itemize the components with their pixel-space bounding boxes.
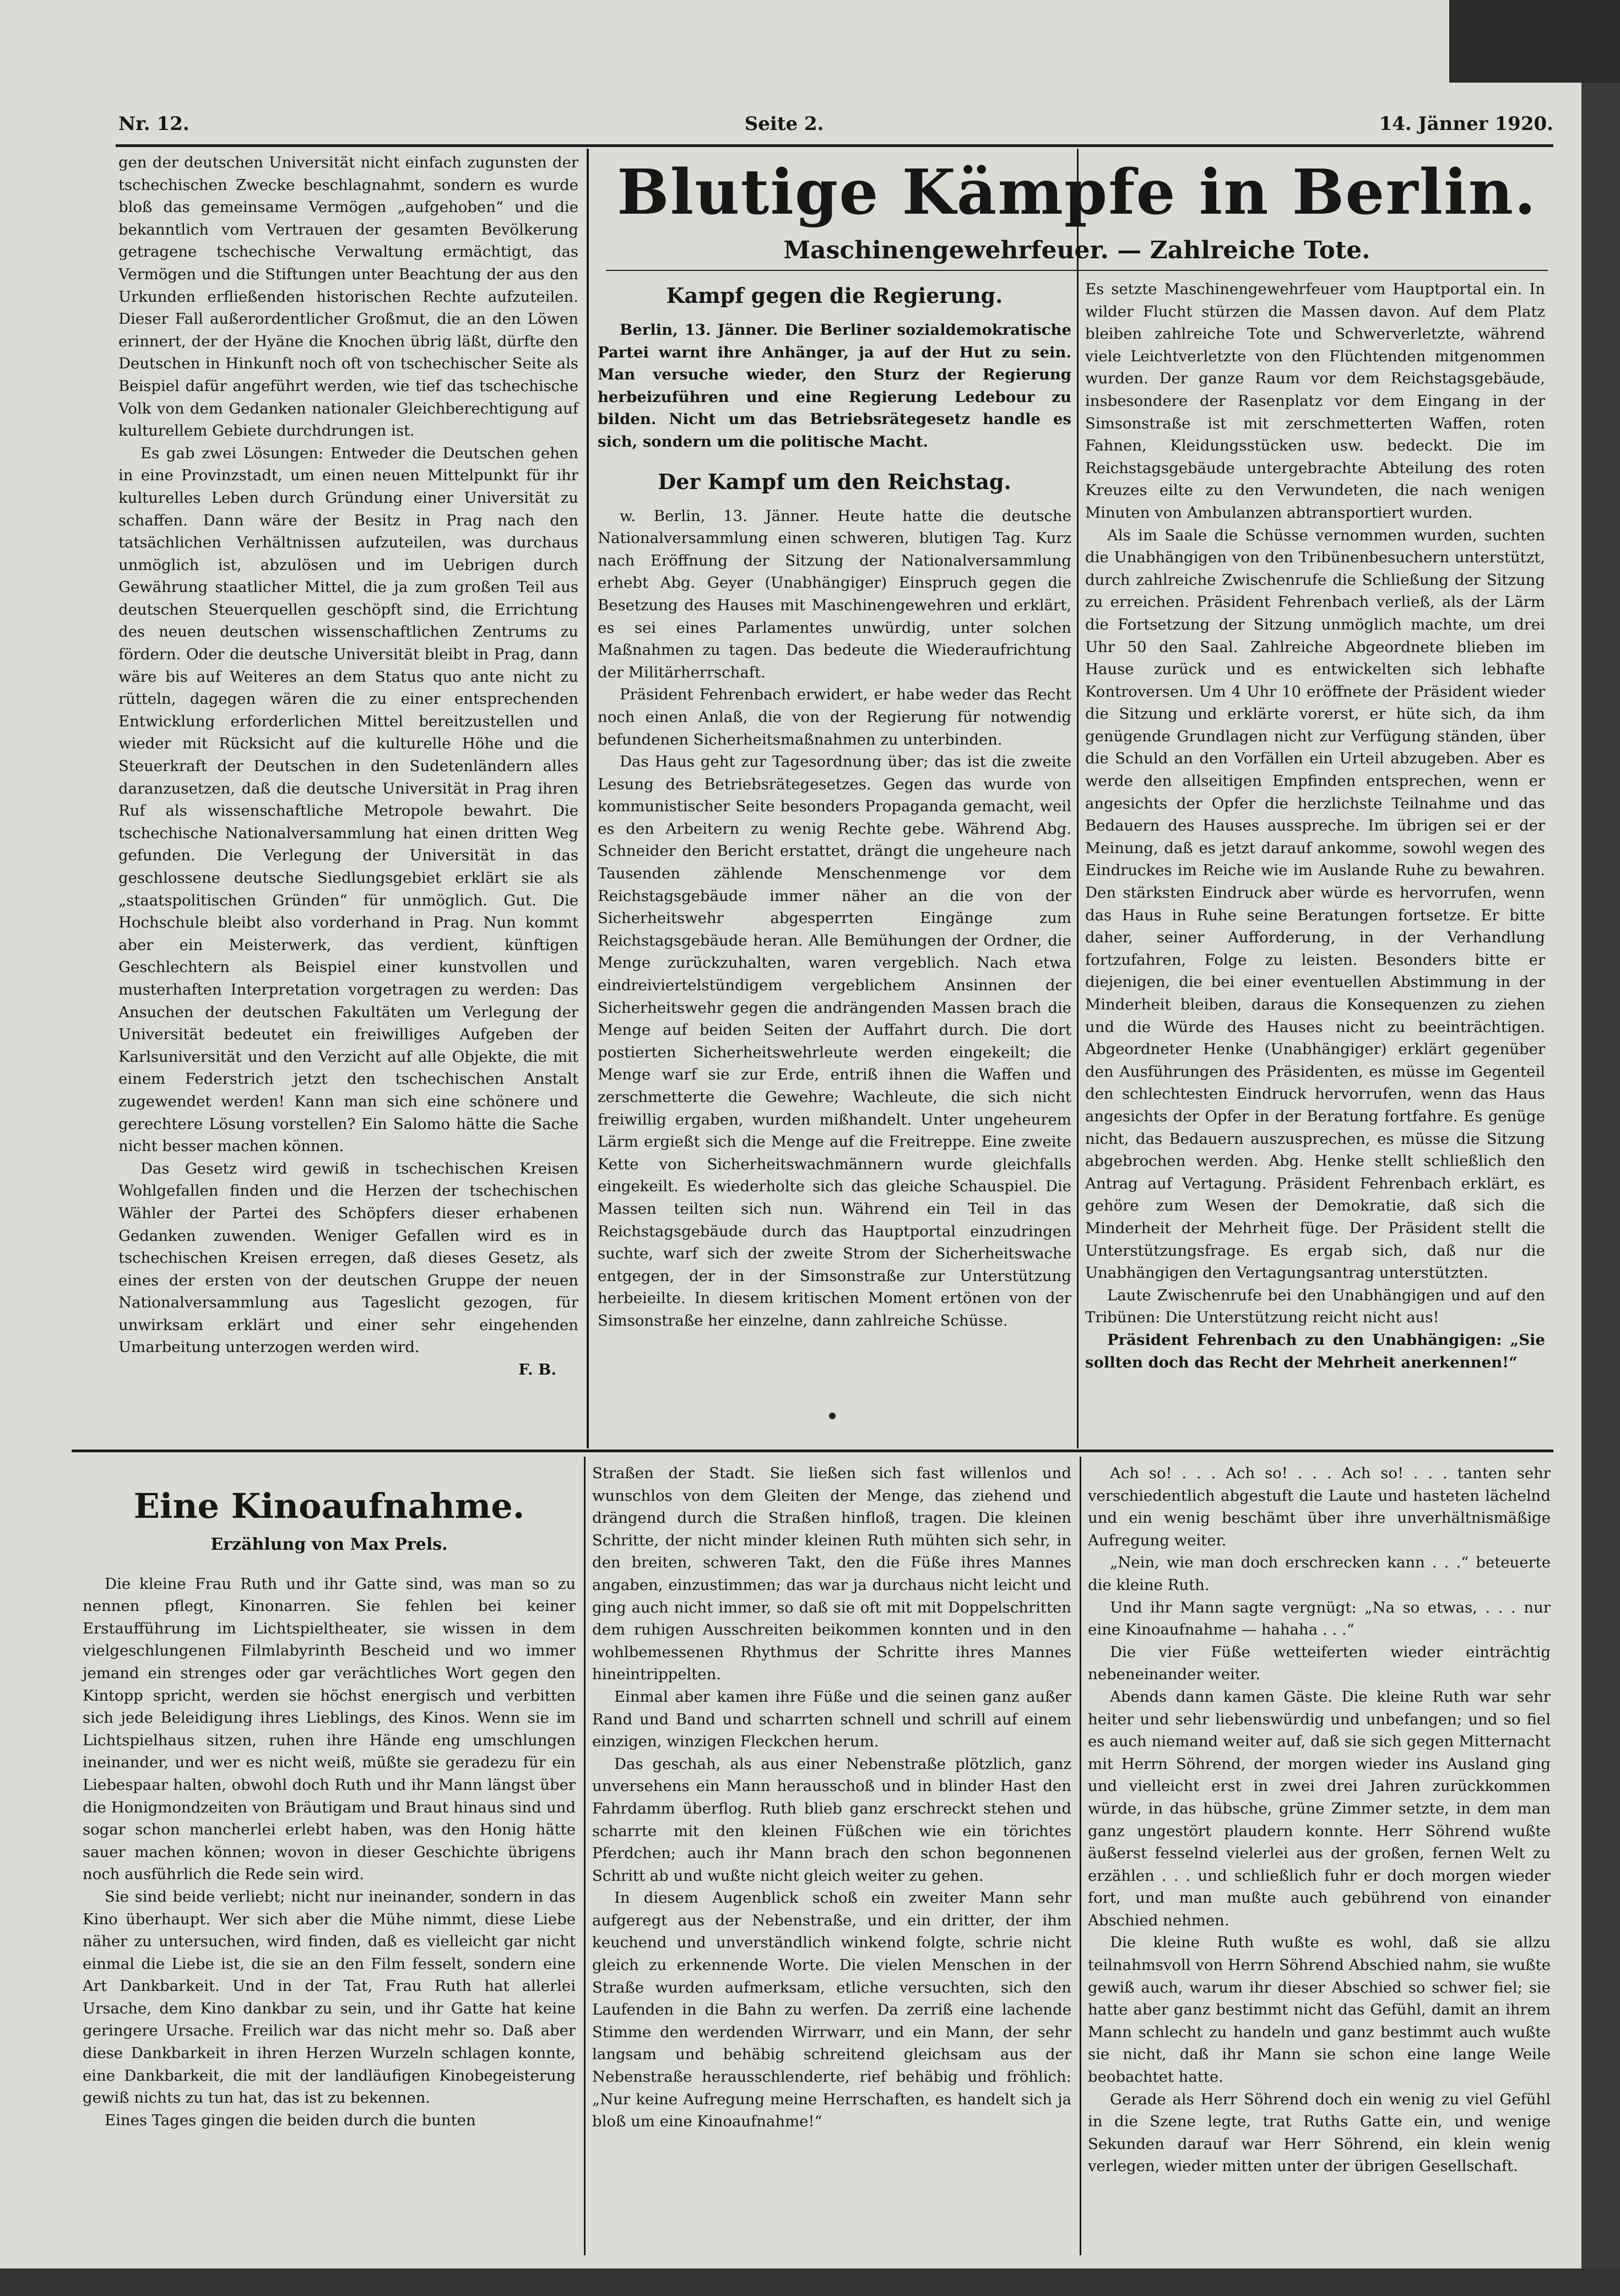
story-paragraph: Die vier Füße wetteiferten wieder einträchtig nebeneinander weiter. — [1088, 1643, 1551, 1684]
scan-edge-shadow-bottom — [0, 2268, 1620, 2296]
feuilleton-column-2 — [592, 1462, 1071, 2133]
main-headline: Blutige Kämpfe in Berlin. — [616, 156, 1537, 229]
leader-paragraph: Es gab zwei Lösungen: Entweder die Deutschen gehen in eine Provinzstadt, um einen neuen Mittelpunkt für ihr kulturelles Leben durch Gründung einer Universität zu schaffen. Dann wäre der Besitz in Prag nach den tatsächlichen Verhältnissen aufzuteilen, was durchaus unmöglich ist, abzulösen und im Uebrigen durch Gewährung staatlicher Mittel, die ja zum großen Teil aus deutschen Steuerquellen geschöpft sind, die Errichtung des neuen deutschen wissenschaftlichen Zentrums zu fördern. Oder die deutsche Universität bleibt in Prag, dann wäre bis auf Weiteres an dem Status quo ante nicht zu rütteln, dagegen wären die zu einer entsprechenden Entwicklung erforderlichen Mittel bereitzustellen und wieder mit Rücksicht auf die kulturelle Höhe und die Steuerkraft der Deutschen in den Sudetenländern alles daranzusetzen, daß die deutsche Universität in Prag ihren Ruf als wissenschaftliche Metropole bewahrt. Die tschechische Nationalversammlung hat einen dritten Weg gefunden. Die Verlegung der Universität in das geschlossene deutsche Siedlungsgebiet erklärt sie als „staatspolitischen Gründen“ für unmöglich. Gut. Die Hochschule bleibt also vorderhand in Prag. Nun kommt aber ein Meisterwerk, das verdient, künftigen Geschlechtern als Beispiel einer kunstvollen und musterhaften Interpretation vorgetragen zu werden: Das Ansuchen der deutschen Fakultäten um Verlegung der Universität bedeutet ein freiwilliges Aufgeben der Karlsuniversität und den Verzicht auf alle Objekte, die mit einem Federstrich jetzt den tschechischen Anstalt zugewendet werden! Kann man sich eine schönere und gerechtere Lösung vorstellen? Ein Salomo hätte die Sache nicht besser machen können. — [118, 444, 578, 1155]
story-paragraph: Gerade als Herr Söhrend doch ein wenig zu viel Gefühl in die Szene legte, trat Ruths Gatte ein, und wenige Sekunden darauf war Herr Söhrend, ein klein wenig verlegen, wieder mitten unter der übrigen Gesellschaft. — [1088, 2090, 1551, 2175]
section-title: Der Kampf um den Reichstag. — [658, 469, 1011, 494]
section-title: Kampf gegen die Regierung. — [666, 283, 1003, 308]
column-divider — [1080, 1457, 1081, 2255]
end-mark — [829, 1413, 836, 1419]
story-paragraph: Eines Tages gingen die beiden durch die bunten — [105, 2111, 476, 2129]
story-paragraph: Straßen der Stadt. Sie ließen sich fast willenlos und wunschlos von dem Gleiten der Menge, das ziehend und drängend durch die Straßen hinfloß, tragen. Die kleinen Schritte, der nicht minder kleinen Ruth mühten sich sehr, in den breiten, schweren Takt, den die Füße ihres Mannes angaben, einzustimmen; das war ja durchaus nicht leicht und ging auch nicht immer, so daß sie oft mit mit Doppelschritten dem ruhigen Ausschreiten beikommen konnten und in den wohlbemessenen Rhythmus der Schritte ihres Mannes hineintrippelten. — [592, 1464, 1071, 1684]
section-paragraph: Präsident Fehrenbach zu den Unabhängigen: „Sie sollten doch das Recht der Mehrheit anerkennen!“ — [1085, 1331, 1545, 1371]
column-divider — [1077, 149, 1079, 1448]
headline-rule — [606, 270, 1548, 271]
story-paragraph: Ach so! . . . Ach so! . . . Ach so! . . . tanten sehr verschiedentlich abgestuft die Laute und hasteten lächelnd und ein wenig beschämt über ihre unverhältnismäßige Aufregung weiter. — [1088, 1464, 1551, 1549]
main-article-column-right — [1085, 278, 1545, 1374]
leader-article — [118, 151, 578, 1381]
feuilleton-rule — [72, 1450, 1553, 1452]
leader-paragraph: Das Gesetz wird gewiß in tschechischen Kreisen Wohlgefallen finden und die Herzen der tschechischen Wähler der Partei des Schöpfers dieser erhabenen Gedanken zuwenden. Weniger Gefallen wird es in tschechischen Kreisen erregen, daß dieses Gesetz, als eines der ersten von der deutschen Gruppe der neuen Nationalversammlung aus Tageslicht gezogen, für unwirksam erklärt und einer sehr eingehenden Umarbeitung unterzogen werden wird. — [118, 1159, 578, 1356]
issue-number: Nr. 12. — [118, 113, 189, 135]
section-paragraph: Laute Zwischenrufe bei den Unabhängigen und auf den Tribünen: Die Unterstützung reicht nicht aus! — [1085, 1286, 1545, 1327]
story-paragraph: „Nein, wie man doch erschrecken kann . . .“ beteuerte die kleine Ruth. — [1088, 1554, 1551, 1594]
section-paragraph: Berlin, 13. Jänner. Die Berliner sozialdemokratische Partei warnt ihre Anhänger, ja auf der Hut zu sein. Man versuche wieder, den Sturz der Regierung herbeizuführen und eine Regierung Ledebour zu bilden. Nicht um das Betriebsrätegesetz handle es sich, sondern um die politische Macht. — [598, 321, 1071, 450]
story-byline: Erzählung von Max Prels. — [210, 1535, 448, 1554]
section-paragraph: Präsident Fehrenbach erwidert, er habe weder das Recht noch einen Anlaß, die von der Regierung für notwendig befundenen Sicherheitsmaßnahmen zu unterbinden. — [598, 686, 1071, 748]
issue-date: 14. Jänner 1920. — [1379, 113, 1553, 135]
story-paragraph: Das geschah, als aus einer Nebenstraße plötzlich, ganz unversehens ein Mann herausschoß und in blinder Hast den Fahrdamm überflog. Ruth blieb ganz erschreckt stehen und scharrte mit den kleinen Füßchen wie ein törichtes Pferdchen; auch ihr Mann brach den schon begonnenen Schritt ab und wußte nicht gleich weiter zu gehen. — [592, 1755, 1071, 1885]
story-paragraph: Die kleine Ruth wußte es wohl, daß sie allzu teilnahmsvoll von Herrn Söhrend Abschied nahm, sie wußte gewiß auch, warum ihr dieser Abschied so schwer fiel; sie hatte aber ganz bestimmt nicht das Gefühl, damit an ihrem Mann schlecht zu handeln und ganz bestimmt auch wußte sie nicht, daß ihr Mann sie schon eine lange Weile beobachtet hatte. — [1088, 1934, 1551, 2086]
story-paragraph: Und ihr Mann sagte vergnügt: „Na so etwas, . . . nur eine Kinoaufnahme — hahaha . . .“ — [1088, 1598, 1551, 1639]
column-divider — [584, 1457, 586, 2255]
leader-signature: F. B. — [518, 1361, 556, 1379]
page-number: Seite 2. — [744, 113, 824, 135]
main-article-column — [598, 278, 1071, 1332]
story-paragraph: Die kleine Frau Ruth und ihr Gatte sind, was man so zu nennen pflegt, Kinonarren. Sie fehlen bei keiner Erstaufführung im Lichtspieltheater, sie wissen in dem vielgeschlungenen Filmlabyrinth Bescheid und wo immer jemand ein strenges oder gar verächtliches Wort gegen den Kintopp spricht, werden sie höchst energisch und verbitten sich jede Beleidigung ihres Lieblings, des Kinos. Wenn sie im Lichtspielhaus sitzen, ruhen ihre Hände eng umschlungen ineinander, und wer es nicht weiß, müßte sie geradezu für ein Liebespaar halten, obwohl doch Ruth und ihr Mann längst über die Honigmondzeiten von Bräutigam und Braut hinaus sind und sogar schon mancherlei erlebt haben, was den Honig hätte sauer machen können; wovon in dieser Geschichte übrigens noch ausführlich die Rede sein wird. — [83, 1575, 576, 1884]
column-divider — [587, 149, 589, 1448]
section-paragraph: Das Haus geht zur Tagesordnung über; das ist die zweite Lesung des Betriebsrätegesetzes. Gegen das wurde von kommunistischer Seite besonders Propaganda gemacht, weil es den Arbeitern zu wenig Rechte gebe. Während Abg. Schneider den Bericht erstattet, drängt die ungeheure nach Tausenden zählende Menschenmenge vor dem Reichstagsgebäude immer näher an die von der Sicherheitswehr abgesperrten Eingänge zum Reichstagsgebäude heran. Alle Bemühungen der Ordner, die Menge zurückzuhalten, waren vergeblich. Nach etwa eindreiviertelstündigem vergeblichem Ansinnen der Sicherheitswehr gegen die andrängenden Massen brach die Menge auf beiden Seiten der Auffahrt durch. Die dort postierten Sicherheitswehrleute werden eingekeilt; die Menge warf sie zur Erde, entriß ihnen die Waffen und zerschmetterte die Gewehre; Wachleute, die sich nicht freiwillig ergaben, wurden mißhandelt. Unter ungeheurem Lärm ergießt sich die Menge auf die Freitreppe. Eine zweite Kette von Sicherheitswachmännern wurde gleichfalls eingekeilt. Es wiederholte sich das gleiche Schauspiel. Die Massen teilten sich nun. Während ein Teil in das Reichstagsgebäude durch das Hauptportal einzudringen suchte, warf sich der zweite Strom der Sicherheitswache entgegen, der in der Simsonstraße zur Unterstützung herbeieilte. In diesem kritischen Moment ertönen von der Simsonstraße her einzelne, dann zahlreiche Schüsse. — [598, 753, 1071, 1329]
story-paragraph: Abends dann kamen Gäste. Die kleine Ruth war sehr heiter und sehr liebenswürdig und unbefangen; und so fiel es auch niemand weiter auf, daß sie sich gegen Mitternacht mit Herrn Söhrend, der morgen wieder ins Ausland ging und vielleicht erst in zwei drei Jahren zurückkommen würde, in das hübsche, grüne Zimmer setzte, in dem man ganz ungestört plaudern konnte. Herr Söhrend wußte äußerst fesselnd vielerlei aus der großen, fernen Welt zu erzählen . . . und schließlich fuhr er doch morgen wieder fort, und man mußte auch gebührend von einander Abschied nehmen. — [1088, 1687, 1551, 1929]
story-paragraph: In diesem Augenblick schoß ein zweiter Mann sehr aufgeregt aus der Nebenstraße, und ein dritter, der ihm keuchend und unverständlich winkend folgte, schrie nicht gleich zu erkennende Worte. Die vielen Menschen in der Straße wurden aufmerksam, etliche versuchten, sich den Laufenden in die Bahn zu werfen. Da zerriß eine lachende Stimme den werdenden Wirrwarr, und ein Mann, der sehr langsam und behäbig schreitend gleichsam aus der Nebenstraße herausschlenderte, rief behäbig und fröhlich: „Nur keine Aufregung meine Herrschaften, es handelt sich ja bloß um eine Kinoaufnahme!“ — [592, 1889, 1071, 2131]
section-paragraph: w. Berlin, 13. Jänner. Heute hatte die deutsche Nationalversammlung einen schweren, blutigen Tag. Kurz nach Eröffnung der Sitzung der Nationalversammlung erhebt Abg. Geyer (Unabhängiger) Einspruch gegen die Besetzung des Hauses mit Maschinengewehren und erklärt, es sei eines Parlamentes unwürdig, unter solchen Maßnahmen zu tagen. Das bedeute die Wiederaufrichtung der Militärherrschaft. — [598, 507, 1071, 681]
header-rule — [116, 144, 1553, 147]
section-paragraph: Als im Saale die Schüsse vernommen wurden, suchten die Unabhängigen von den Tribünenbesuchern unterstützt, durch zahlreiche Zwischenrufe die Schließung der Sitzung zu erreichen. Präsident Fehrenbach verließ, als der Lärm die Fortsetzung der Sitzung unmöglich machte, um drei Uhr 50 den Saal. Zahlreiche Abgeordnete blieben im Hause zurück und es entwickelten sich lebhafte Kontroversen. Um 4 Uhr 10 eröffnete der Präsident wieder die Sitzung und erklärte vorerst, er hüte sich, da ihm genügende Grundlagen nicht zur Verfügung ständen, über die Schuld an den Vorfällen ein Urteil abzugeben. Aber es werde den allseitigen Empfinden entsprechen, wenn er angesichts der Opfer die herzlichste Teilnahme und das Bedauern des Hauses ausspreche. Im übrigen sei er der Meinung, daß es jetzt darauf ankomme, sowohl wegen des Eindruckes im Reiche wie im Auslande Ruhe zu bewahren. Den stärksten Eindruck aber würde es hervorrufen, wenn das Haus in Ruhe seine Beratungen fortsetze. Er bitte daher, seiner Aufforderung, in der Verhandlung fortzufahren, Folge zu leisten. Besonders bitte er diejenigen, die bei einer eventuellen Abstimmung in der Minderheit bleiben, daraus die Konsequenzen zu ziehen und die Würde des Hauses nicht zu beeinträchtigen. Abgeordneter Henke (Unabhängiger) erklärt gegenüber den Ausführungen des Präsidenten, es müsse im Gegenteil den schlechtesten Eindruck hervorrufen, wenn das Haus angesichts der Opfer in der Beratung fortfahre. Es genüge nicht, das Bedauern auszusprechen, es müsse die Sitzung abgebrochen werden. Abg. Henke stellt schließlich den Antrag auf Vertagung. Präsident Fehrenbach erklärt, es gehöre zum Wesen der Demokratie, daß sich die Minderheit der Mehrheit füge. Der Präsident stellt die Unterstützungsfrage. Es ergab sich, daß nur die Unabhängigen den Vertagungsantrag unterstützten. — [1085, 526, 1545, 1282]
story-title: Eine Kinoaufnahme. — [133, 1486, 525, 1526]
feuilleton-column-3 — [1088, 1462, 1551, 2178]
scan-edge-shadow — [1449, 0, 1620, 83]
feuilleton-column-1 — [83, 1462, 576, 2131]
leader-paragraph: gen der deutschen Universität nicht einfach zugunsten der tschechischen Zwecke beschlagnahmt, sondern es wurde bloß das gemeinsame Vermögen „aufgehoben“ und die bekanntlich vom Vertrauen der gesamten Bevölkerung getragene tschechische Verwaltung ermächtigt, das Vermögen und die Stiftungen unter Beachtung der aus den Urkunden erfließenden historischen Rechte aufzuteilen. Dieser Fall außerordentlicher Großmut, die an den Löwen erinnert, der der Hyäne die Knochen übrig läßt, dürfte den Deutschen in Hinkunft noch oft von tschechischer Seite als Beispiel dafür angeführt werden, wie tief das tschechische Volk von dem Gedanken nationaler Gleichberechtigung auf kulturellem Gebiete durchdrungen ist. — [118, 154, 578, 440]
story-paragraph: Sie sind beide verliebt; nicht nur ineinander, sondern in das Kino überhaupt. Wer sich aber die Mühe nimmt, diese Liebe näher zu untersuchen, wird finden, daß es vielleicht gar nicht einmal die Liebe ist, die sie an den Film fesselt, sondern eine Art Dankbarkeit. Und in der Tat, Frau Ruth hat allerlei Ursache, dem Kino dankbar zu sein, und ihr Gatte hat keine geringere Ursache. Freilich war das nicht mehr so. Daß aber diese Dankbarkeit in ihren Herzen Wurzeln schlagen konnte, eine Dankbarkeit, die mit der landläufigen Kinobegeisterung gewiß nichts zu tun hat, das ist zu bekennen. — [83, 1887, 576, 2107]
scan-edge-shadow-right — [1581, 83, 1620, 2296]
section-paragraph: Es setzte Maschinengewehrfeuer vom Hauptportal ein. In wilder Flucht stürzen die Massen davon. Auf dem Platz bleiben zahlreiche Tote und Schwerverletzte, während viele Leichtverletzte von den Flüchtenden mitgenommen wurden. Der ganze Raum vor dem Reichstagsgebäude, insbesondere der Rasenplatz vor dem Eingang in der Simsonstraße ist mit zerschmetterten Waffen, roten Fahnen, Kleidungsstücken usw. bedeckt. Die im Reichstagsgebäude untergebrachte Abteilung des roten Kreuzes eilte zu den Verwundeten, die nach wenigen Minuten von Ambulanzen abtransportiert wurden. — [1085, 280, 1545, 522]
main-subheadline: Maschinengewehrfeuer. — Zahlreiche Tote. — [783, 236, 1370, 264]
story-paragraph: Einmal aber kamen ihre Füße und die seinen ganz außer Rand und Band und scharrten schnell und schrill auf einem einzigen, winzigen Fleckchen herum. — [592, 1687, 1071, 1751]
page-header — [118, 107, 1553, 140]
